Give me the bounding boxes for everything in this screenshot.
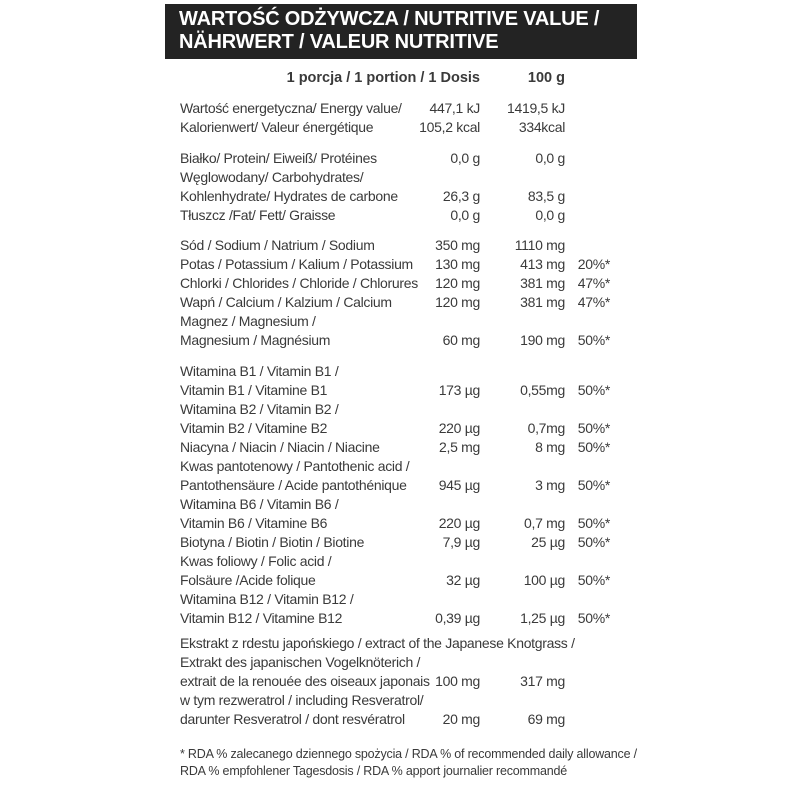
portion-value: 130 mg xyxy=(435,256,480,272)
row-label: w tym rezweratrol / including Resveratrol/ darunter Resveratrol / dont resvératrol xyxy=(180,692,424,727)
row-label: Białko/ Protein/ Eiweiß/ Protéines xyxy=(180,150,377,166)
table-row xyxy=(180,362,637,400)
row-label: Kwas pantotenowy / Pantothenic acid / Pantothensäure / Acide pantothénique xyxy=(180,458,410,493)
per100g-value: 413 mg xyxy=(520,256,565,272)
section-extract xyxy=(180,634,637,729)
row-label: Wartość energetyczna/ Energy value/ Kalorienwert/ Valeur énergétique xyxy=(180,100,402,135)
row-label: Ekstrakt z rdestu japońskiego / extract of the Japanese Knotgrass / Extrakt des japanischen Vogelknöterich / extrait de la renouée des oiseaux japonais xyxy=(180,635,575,689)
table-row xyxy=(180,206,637,225)
per100g-value: 1,25 µg xyxy=(520,610,565,626)
portion-value: 0,39 µg xyxy=(435,610,480,626)
portion-value: 173 µg xyxy=(438,382,480,398)
nutrition-label xyxy=(165,4,637,780)
table-row xyxy=(180,149,637,168)
row-label: Tłuszcz /Fat/ Fett/ Graisse xyxy=(180,207,336,223)
portion-value: 26,3 g xyxy=(442,188,480,204)
rda-value: 50%* xyxy=(577,420,610,436)
row-label: Magnez / Magnesium / Magnesium / Magnésium xyxy=(180,313,331,348)
portion-value: 120 mg xyxy=(435,294,480,310)
table-body xyxy=(180,99,637,729)
portion-value: 120 mg xyxy=(435,275,480,291)
section-energy xyxy=(180,99,637,137)
section-macronutrients xyxy=(180,149,637,225)
portion-value: 0,0 g xyxy=(450,150,480,166)
row-label: Witamina B1 / Vitamin B1 / Vitamin B1 / Vitamine B1 xyxy=(180,363,339,398)
per100g-value: 8 mg xyxy=(535,439,565,455)
per100g-value: 190 mg xyxy=(520,332,565,348)
table-row xyxy=(180,274,637,293)
rda-value: 50%* xyxy=(577,477,610,493)
per100g-value: 317 mg xyxy=(520,673,565,689)
per100g-value: 381 mg xyxy=(520,294,565,310)
per100g-value: 381 mg xyxy=(520,275,565,291)
table-row xyxy=(180,590,637,628)
rda-footnote-line2: RDA % empfohlener Tagesdosis / RDA % apport journalier recommandé xyxy=(180,764,567,778)
table-row xyxy=(180,533,637,552)
table-row xyxy=(180,312,637,350)
table-row xyxy=(180,168,637,206)
rda-value: 47%* xyxy=(577,294,610,310)
label-title-bar xyxy=(165,4,637,59)
per100g-value: 0,0 g xyxy=(535,150,565,166)
table-row xyxy=(180,552,637,590)
column-header-row xyxy=(180,69,637,88)
row-label: Witamina B2 / Vitamin B2 / Vitamin B2 / Vitamine B2 xyxy=(180,401,339,436)
per100g-value: 0,7 mg xyxy=(524,515,565,531)
per100g-value: 1419,5 kJ 334kcal xyxy=(506,100,565,135)
row-label: Chlorki / Chlorides / Chloride / Chlorures xyxy=(180,275,418,291)
rda-footnote xyxy=(180,746,637,780)
table-row xyxy=(180,255,637,274)
per100g-value: 0,7mg xyxy=(527,420,565,436)
section-vitamins xyxy=(180,362,637,628)
portion-value: 32 µg xyxy=(446,572,480,588)
per100g-value: 69 mg xyxy=(527,711,565,727)
portion-value: 447,1 kJ 105,2 kcal xyxy=(419,100,480,135)
portion-value: 350 mg xyxy=(435,237,480,253)
column-header-100g: 100 g xyxy=(527,70,565,86)
label-title-line1: WARTOŚĆ ODŻYWCZA / NUTRITIVE VALUE / xyxy=(179,8,600,30)
table-row xyxy=(180,495,637,533)
rda-value: 50%* xyxy=(577,534,610,550)
table-row xyxy=(180,293,637,312)
row-label: Potas / Potassium / Kalium / Potassium xyxy=(180,256,413,272)
section-minerals xyxy=(180,236,637,350)
row-label: Kwas foliowy / Folic acid / Folsäure /Acide folique xyxy=(180,553,332,588)
rda-value: 50%* xyxy=(577,515,610,531)
per100g-value: 83,5 g xyxy=(527,188,565,204)
per100g-value: 25 µg xyxy=(531,534,565,550)
rda-value: 47%* xyxy=(577,275,610,291)
label-title-line2: NÄHRWERT / VALEUR NUTRITIVE xyxy=(179,31,499,53)
table-row xyxy=(180,457,637,495)
portion-value: 7,9 µg xyxy=(442,534,480,550)
table-row xyxy=(180,691,637,729)
portion-value: 60 mg xyxy=(442,332,480,348)
row-label: Sód / Sodium / Natrium / Sodium xyxy=(180,237,375,253)
row-label: Węglowodany/ Carbohydrates/ Kohlenhydrate/ Hydrates de carbone xyxy=(180,169,398,204)
per100g-value: 1110 mg xyxy=(514,237,565,253)
portion-value: 220 µg xyxy=(438,515,480,531)
per100g-value: 3 mg xyxy=(535,477,565,493)
rda-value: 50%* xyxy=(577,382,610,398)
nutrition-table xyxy=(165,69,637,780)
row-label: Witamina B12 / Vitamin B12 / Vitamin B12 / Vitamine B12 xyxy=(180,591,354,626)
row-label: Biotyna / Biotin / Biotin / Biotine xyxy=(180,534,365,550)
table-row xyxy=(180,438,637,457)
rda-value: 20%* xyxy=(577,256,610,272)
per100g-value: 100 µg xyxy=(523,572,565,588)
per100g-value: 0,55mg xyxy=(520,382,565,398)
table-row xyxy=(180,634,637,691)
portion-value: 2,5 mg xyxy=(439,439,480,455)
rda-footnote-line1: * RDA % zalecanego dziennego spożycia / RDA % of recommended daily allowance / xyxy=(180,747,637,761)
portion-value: 0,0 g xyxy=(450,207,480,223)
row-label: Witamina B6 / Vitamin B6 / Vitamin B6 / Vitamine B6 xyxy=(180,496,339,531)
per100g-value: 0,0 g xyxy=(535,207,565,223)
row-label: Niacyna / Niacin / Niacin / Niacine xyxy=(180,439,380,455)
row-label: Wapń / Calcium / Kalzium / Calcium xyxy=(180,294,392,310)
table-row xyxy=(180,99,637,137)
portion-value: 945 µg xyxy=(438,477,480,493)
table-row xyxy=(180,236,637,255)
rda-value: 50%* xyxy=(577,572,610,588)
portion-value: 100 mg xyxy=(435,673,480,689)
rda-value: 50%* xyxy=(577,439,610,455)
rda-value: 50%* xyxy=(577,610,610,626)
rda-value: 50%* xyxy=(577,332,610,348)
portion-value: 20 mg xyxy=(442,711,480,727)
column-header-portion: 1 porcja / 1 portion / 1 Dosis xyxy=(286,70,480,86)
table-row xyxy=(180,400,637,438)
portion-value: 220 µg xyxy=(438,420,480,436)
